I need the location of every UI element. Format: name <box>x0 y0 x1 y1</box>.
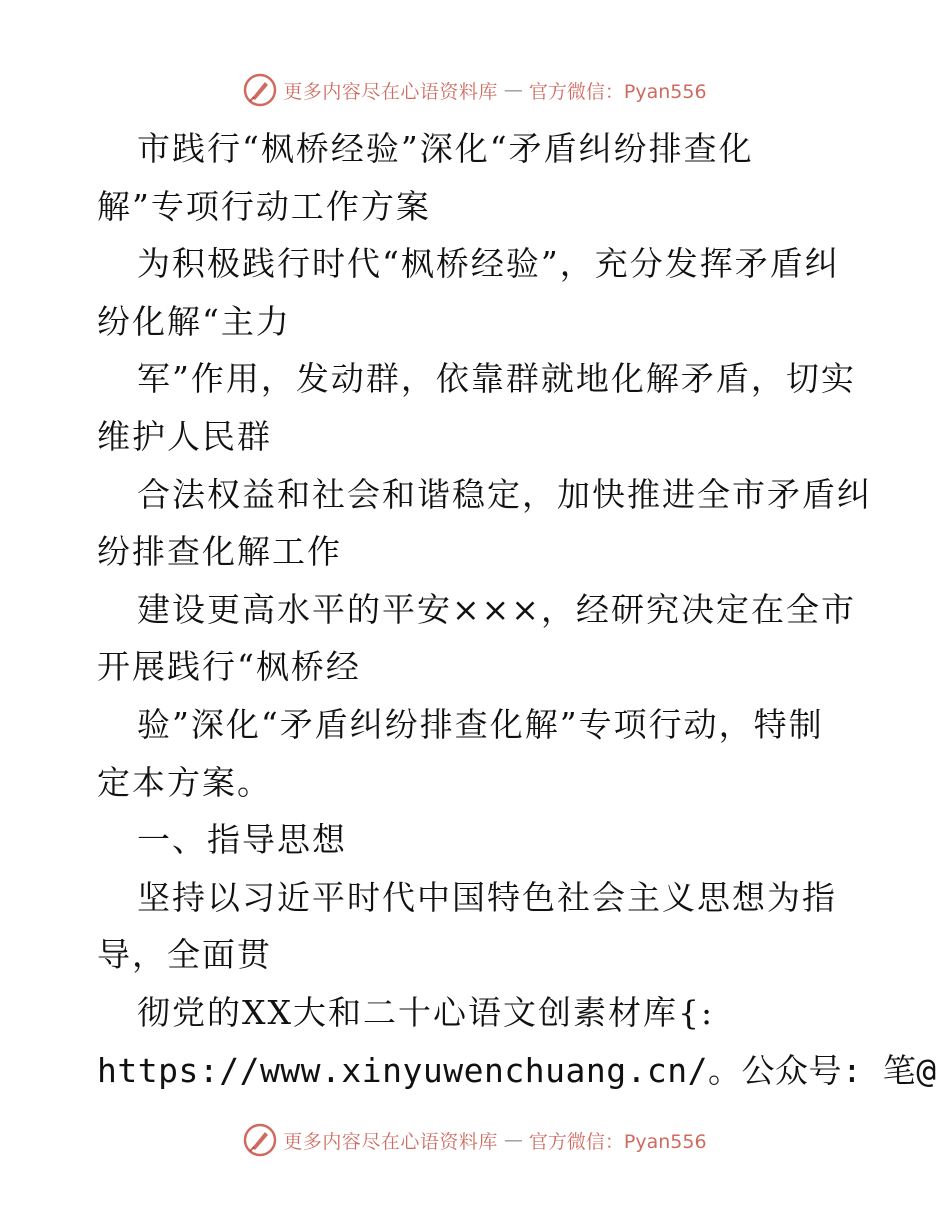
paragraph-line: 开展践行“枫桥经 <box>97 647 361 687</box>
watermark-contact: 官方微信：Pyan556 <box>528 80 707 103</box>
section-heading: 一、指导思想 <box>137 820 347 860</box>
paragraph-line: 合法权益和社会和谐稳定，加快推进全市矛盾纠 <box>137 474 872 514</box>
paragraph-line: 建设更高水平的平安×××，经研究决定在全市 <box>137 589 856 629</box>
paragraph-line: 纷排查化解工作 <box>97 532 342 572</box>
paragraph-line: 纷化解“主力 <box>97 301 291 341</box>
paragraph-line: 为积极践行时代“枫桥经验”，充分发挥矛盾纠 <box>137 244 840 284</box>
footer-watermark <box>0 1120 950 1160</box>
paragraph-line: 军”作用，发动群，依靠群就地化解矛盾，切实 <box>137 359 856 399</box>
quill-logo-icon <box>243 1123 277 1157</box>
paragraph-line: 验”深化“矛盾纠纷排查化解”专项行动，特制 <box>137 704 824 744</box>
paragraph-line: 定本方案。 <box>97 762 272 802</box>
url-line: https://www.xinyuwenchuang.cn/。公众号: 笔@ <box>97 1050 937 1090</box>
paragraph-line: 彻党的XX大和二十心语文创素材库{: <box>137 992 715 1032</box>
doc-title-line-2: 解”专项行动工作方案 <box>97 186 431 226</box>
header-watermark <box>0 70 950 110</box>
document-body <box>97 120 937 1099</box>
doc-title-line-1: 市践行“枫桥经验”深化“矛盾纠纷排查化 <box>137 129 754 168</box>
watermark-separator: — <box>503 1129 523 1151</box>
watermark-text: 更多内容尽在心语资料库 <box>283 80 498 103</box>
watermark-separator: — <box>503 79 523 101</box>
quill-logo-icon <box>243 73 277 107</box>
watermark-text: 更多内容尽在心语资料库 <box>283 1130 498 1153</box>
paragraph-line: 坚持以习近平时代中国特色社会主义思想为指 <box>137 877 837 917</box>
paragraph-line: 维护人民群 <box>97 416 272 456</box>
watermark-contact: 官方微信：Pyan556 <box>528 1130 707 1153</box>
paragraph-line: 导，全面贯 <box>97 935 272 975</box>
